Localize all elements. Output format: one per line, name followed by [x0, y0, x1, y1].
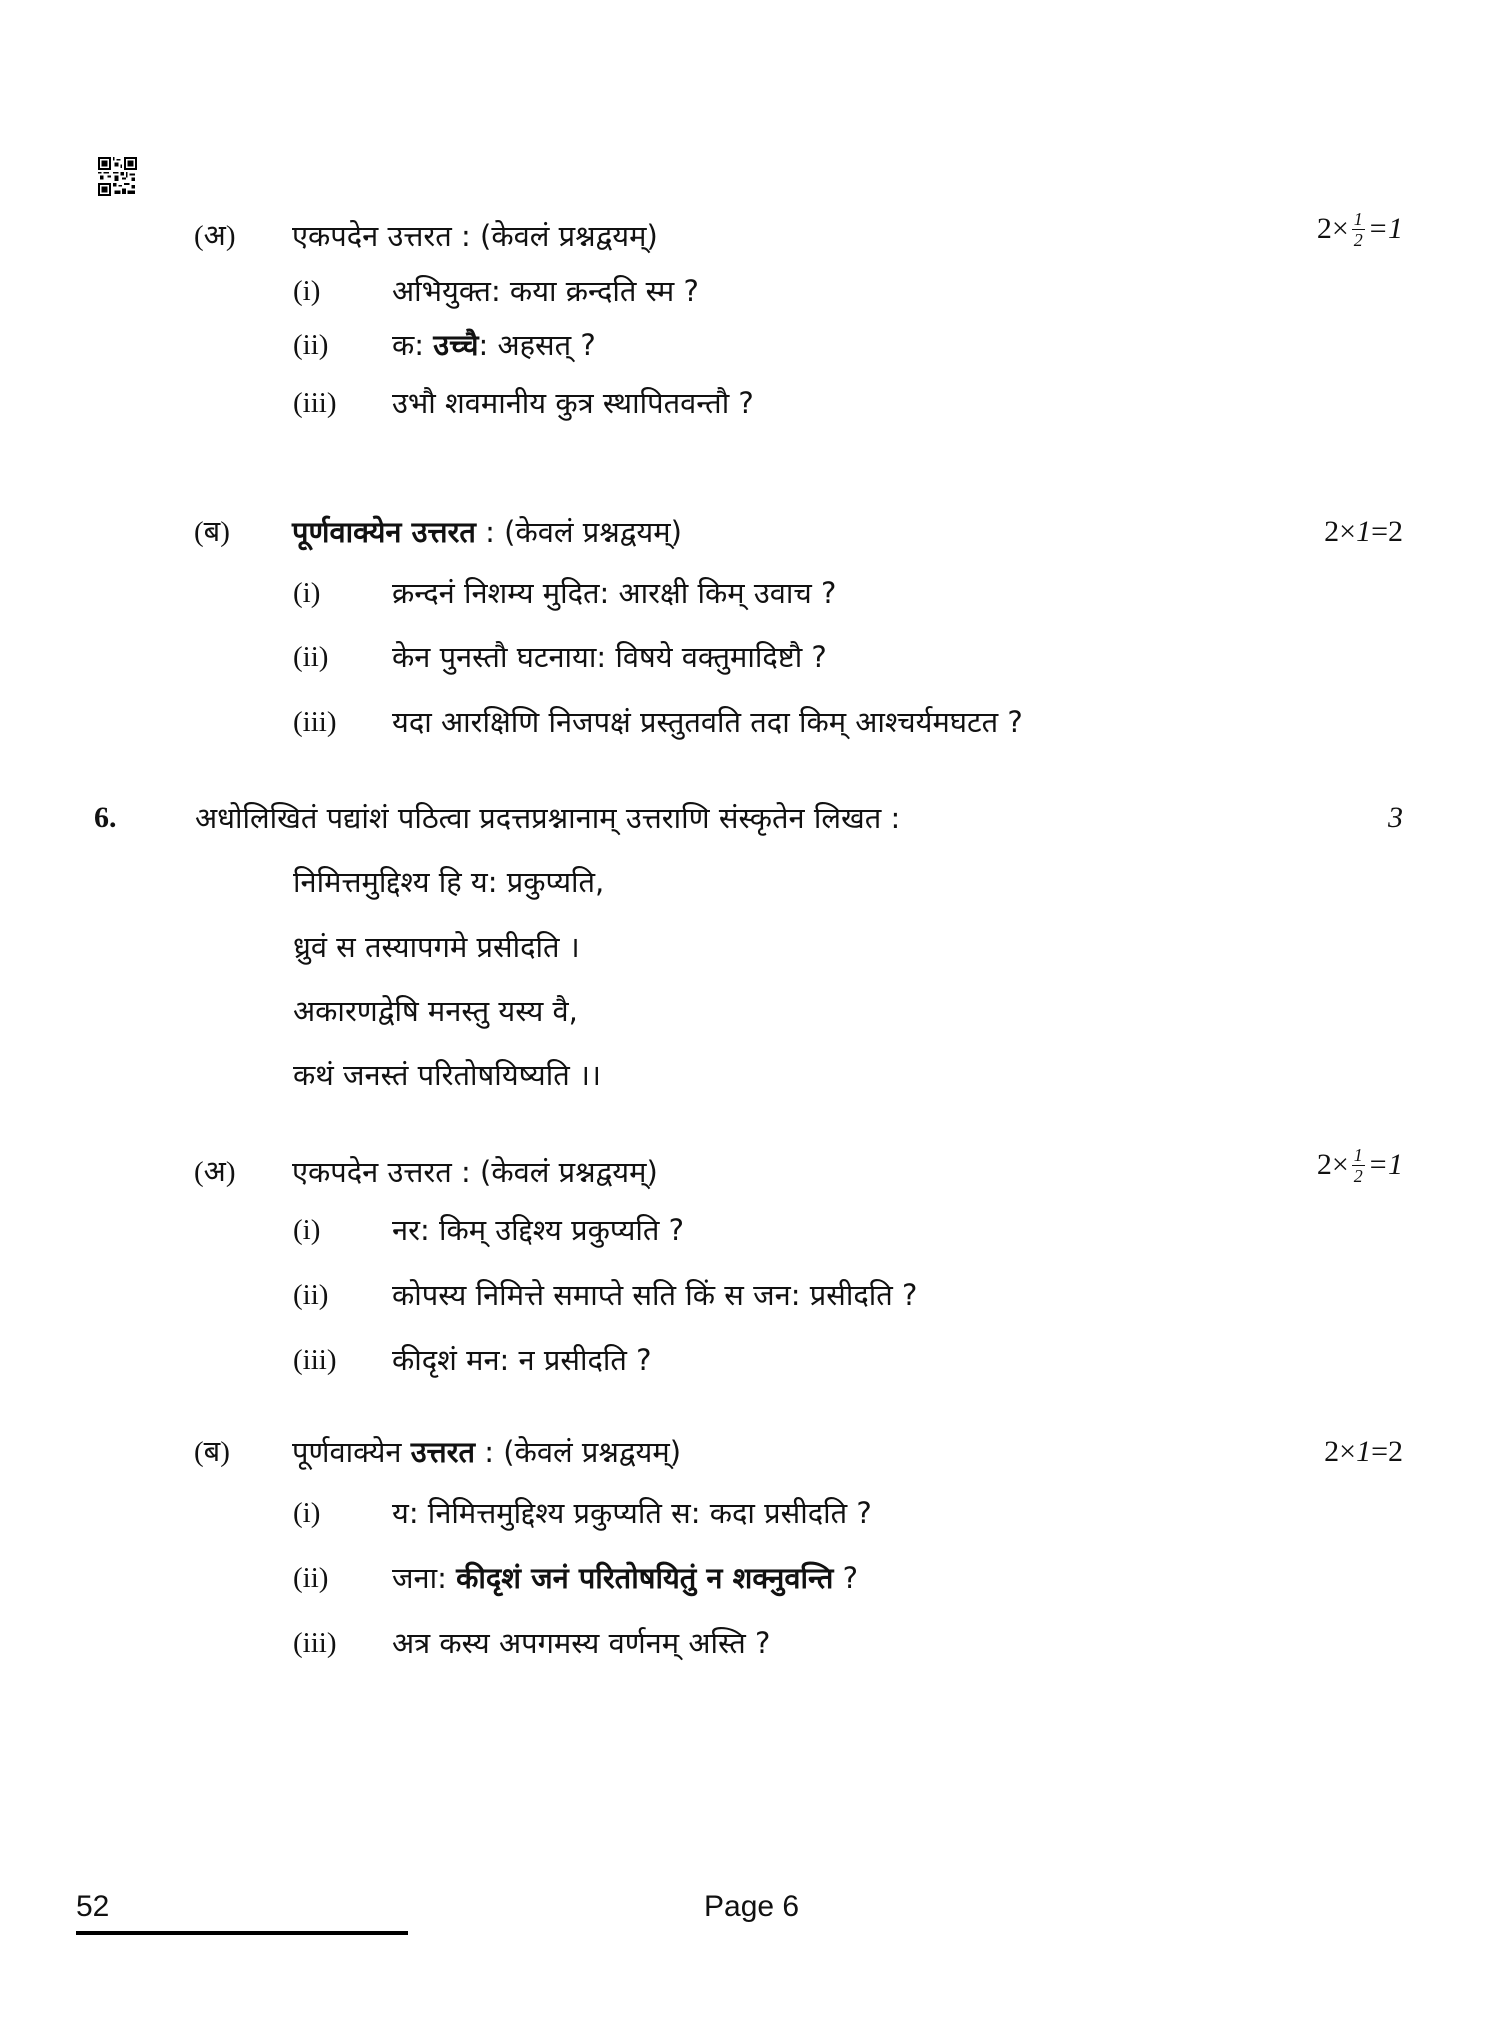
- q6-part-a-marks: [1317, 1145, 1403, 1185]
- marks-lhs: 2×: [1316, 212, 1349, 245]
- marks-lhs: 2×: [1324, 515, 1357, 548]
- q6-part-b-label: (ब): [194, 1436, 230, 1468]
- text-suffix: : अहसत् ?: [478, 328, 596, 362]
- marks-fraction: [1352, 1146, 1365, 1185]
- marks-value: 3: [1388, 801, 1403, 834]
- footer-divider: [76, 1931, 408, 1935]
- q5-b-item-3-text: यदा आरक्षिणि निजपक्षं प्रस्तुतवति तदा किम् आश्चर्यमघटत ?: [392, 705, 1023, 739]
- verse-line-3: अकारणद्वेषि मनस्तु यस्य वै,: [293, 994, 578, 1028]
- q6-part-b-marks: [1324, 1432, 1403, 1472]
- q6-part-a-label: (अ): [194, 1156, 236, 1188]
- q5-b-item-1-number: (i): [293, 577, 321, 609]
- verse-line-4: कथं जनस्तं परितोषयिष्यति ।।: [293, 1058, 601, 1092]
- instruction-bold: पूर्णवाक्येन उत्तरत: [292, 515, 476, 549]
- question-6-instruction: अधोलिखितं पद्यांशं पठित्वा प्रदत्तप्रश्नानाम् उत्तराणि संस्कृतेन लिखत :: [195, 801, 901, 835]
- q5-b-item-3-number: (iii): [293, 706, 337, 738]
- q5-b-item-2-text: केन पुनस्तौ घटनाया: विषये वक्तुमादिष्टौ ?: [392, 640, 827, 674]
- page-number: Page 6: [704, 1890, 800, 1923]
- fraction-numerator: 1: [1353, 1144, 1363, 1165]
- bold-phrase: कीदृशं जनं परितोषयितुं न शक्नुवन्ति: [456, 1561, 834, 1595]
- q5-a-item-3-text: उभौ शवमानीय कुत्र स्थापितवन्तौ ?: [392, 386, 754, 420]
- q6-b-item-3-text: अत्र कस्य अपगमस्य वर्णनम् अस्ति ?: [392, 1626, 771, 1660]
- q5-part-a-instruction: एकपदेन उत्तरत : (केवलं प्रश्नद्वयम्): [292, 219, 658, 253]
- qr-code-icon: [97, 157, 138, 196]
- question-6-marks: [1388, 798, 1403, 838]
- q5-a-item-3-number: (iii): [293, 387, 337, 419]
- q5-b-item-1-text: क्रन्दनं निशम्य मुदित: आरक्षी किम् उवाच ?: [392, 576, 837, 610]
- q5-a-item-2-number: (ii): [293, 329, 329, 361]
- q6-b-item-2-number: (ii): [293, 1562, 329, 1594]
- instruction-bold: उत्तरत: [410, 1435, 476, 1469]
- bold-word: उच्चै: [433, 328, 479, 362]
- q5-a-item-2-text: [392, 325, 596, 365]
- instruction-rest: : (केवलं प्रश्नद्वयम्): [475, 1435, 682, 1469]
- q5-part-a-marks: [1317, 209, 1403, 249]
- fraction-denominator: 2: [1353, 1165, 1363, 1186]
- marks-fraction: [1352, 210, 1365, 249]
- q6-a-item-3-text: कीदृशं मन: न प्रसीदति ?: [392, 1343, 652, 1377]
- q6-b-item-2-text: [392, 1558, 858, 1598]
- marks-lhs: 2×: [1324, 1435, 1357, 1468]
- q5-a-item-1-text: अभियुक्त: कया क्रन्दति स्म ?: [392, 274, 699, 308]
- q6-a-item-2-text: कोपस्य निमित्ते समाप्ते सति किं स जन: प्रसीदति ?: [392, 1278, 918, 1312]
- instruction-rest: : (केवलं प्रश्नद्वयम्): [475, 515, 682, 549]
- marks-rhs: =1: [1367, 1148, 1403, 1181]
- question-6-number: 6.: [94, 801, 117, 834]
- text-suffix: ?: [833, 1561, 859, 1595]
- q5-part-b-marks: [1324, 512, 1403, 552]
- q6-a-item-2-number: (ii): [293, 1279, 329, 1311]
- q6-part-b-instruction: [292, 1432, 681, 1472]
- q5-part-a-label: (अ): [194, 220, 236, 252]
- q6-a-item-1-number: (i): [293, 1214, 321, 1246]
- q5-b-item-2-number: (ii): [293, 641, 329, 673]
- text-prefix: जना:: [392, 1561, 457, 1595]
- marks-mid: 1: [1356, 1435, 1372, 1468]
- marks-mid: 1: [1356, 515, 1372, 548]
- q6-b-item-1-text: य: निमित्तमुद्दिश्य प्रकुप्यति स: कदा प्रसीदति ?: [392, 1496, 872, 1530]
- marks-rhs: =2: [1371, 515, 1403, 548]
- q5-part-b-instruction: [292, 512, 682, 552]
- text-prefix: क:: [392, 328, 434, 362]
- q6-b-item-3-number: (iii): [293, 1627, 337, 1659]
- verse-line-1: निमित्तमुद्दिश्य हि य: प्रकुप्यति,: [293, 865, 605, 899]
- q5-a-item-1-number: (i): [293, 275, 321, 307]
- fraction-numerator: 1: [1353, 208, 1363, 229]
- verse-line-2: ध्रुवं स तस्यापगमे प्रसीदति ।: [293, 930, 580, 964]
- q6-part-a-instruction: एकपदेन उत्तरत : (केवलं प्रश्नद्वयम्): [292, 1155, 658, 1189]
- marks-rhs: =2: [1371, 1435, 1403, 1468]
- marks-lhs: 2×: [1316, 1148, 1349, 1181]
- q6-a-item-1-text: नर: किम् उद्दिश्य प्रकुप्यति ?: [392, 1213, 685, 1247]
- instruction-pre: पूर्णवाक्येन: [292, 1435, 411, 1469]
- paper-code: 52: [76, 1890, 110, 1923]
- q6-b-item-1-number: (i): [293, 1497, 321, 1529]
- marks-rhs: =1: [1367, 212, 1403, 245]
- q5-part-b-label: (ब): [194, 516, 230, 548]
- q6-a-item-3-number: (iii): [293, 1344, 337, 1376]
- fraction-denominator: 2: [1353, 229, 1363, 250]
